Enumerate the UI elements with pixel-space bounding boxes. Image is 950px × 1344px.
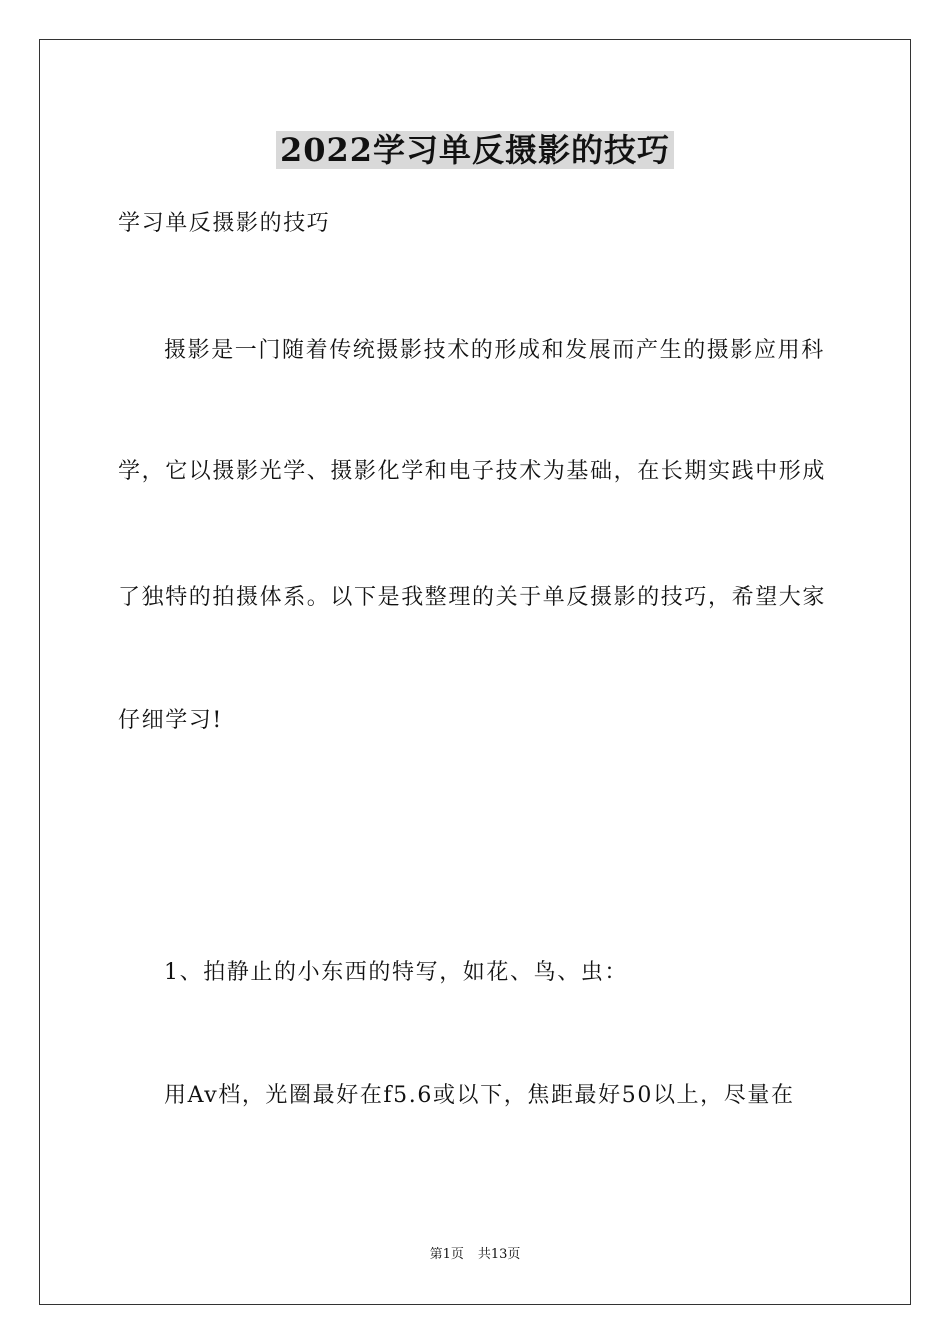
section-heading: 1、拍静止的小东西的特写，如花、鸟、虫： <box>164 960 628 985</box>
document-title-text: 2022学习单反摄影的技巧 <box>276 131 674 169</box>
paragraph-line: 摄影是一门随着传统摄影技术的形成和发展而产生的摄影应用科 <box>164 338 825 363</box>
paragraph-line: 了独特的拍摄体系。以下是我整理的关于单反摄影的技巧，希望大家 <box>118 585 827 610</box>
document-subtitle: 学习单反摄影的技巧 <box>118 211 331 236</box>
page-total: 共13页 <box>477 1247 521 1262</box>
paragraph-line: 学，它以摄影光学、摄影化学和电子技术为基础，在长期实践中形成 <box>118 459 827 484</box>
page-number: 第1页 <box>429 1247 464 1262</box>
section-line: 用Av档，光圈最好在f5.6或以下，焦距最好50以上，尽量在 <box>164 1083 795 1108</box>
paragraph-line: 仔细学习! <box>118 708 223 733</box>
document-title <box>0 128 950 172</box>
page-footer <box>0 1246 950 1264</box>
